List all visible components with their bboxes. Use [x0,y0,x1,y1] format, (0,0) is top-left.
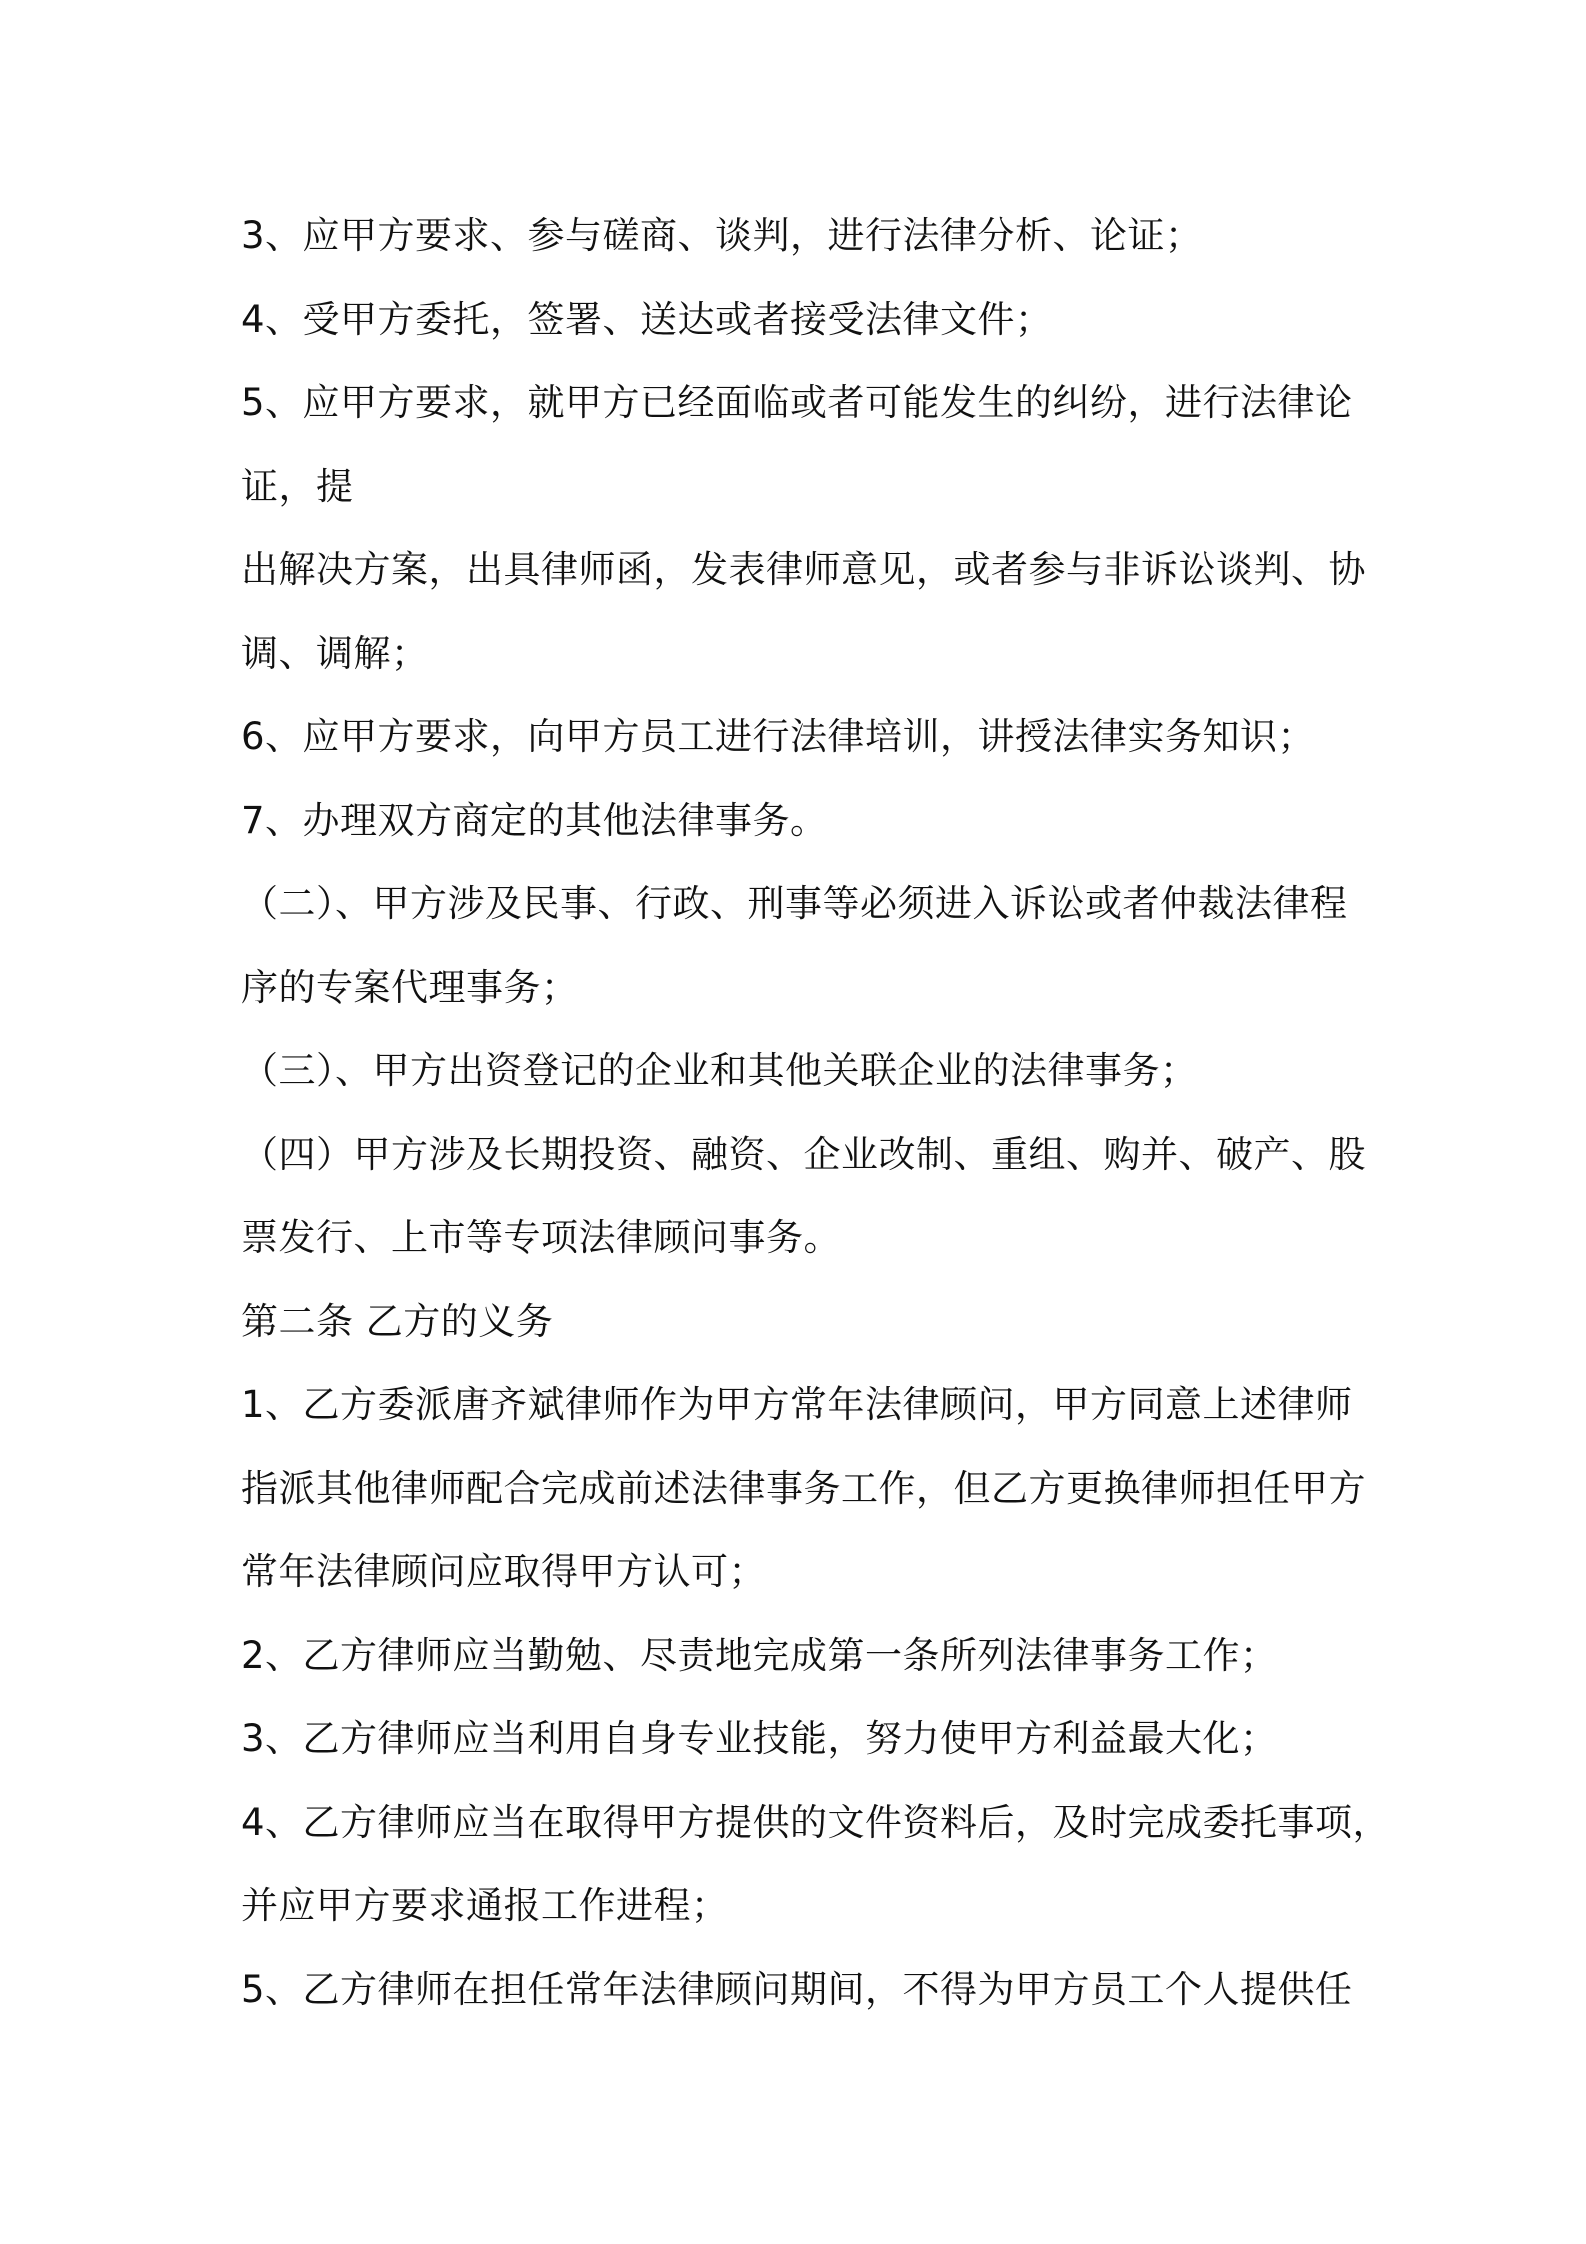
section-heading: 第二条 乙方的义务 [241,1299,554,1343]
document-body [241,194,1391,2031]
text-line: 3、乙方律师应当利用自身专业技能，努力使甲方利益最大化； [241,1717,1278,1760]
text-line: 5、乙方律师在担任常年法律顾问期间，不得为甲方员工个人提供任 [241,1967,1353,2011]
text-line: 出解决方案，出具律师函，发表律师意见，或者参与非诉讼谈判、协 [241,548,1366,591]
text-line: （二）、甲方涉及民事、行政、刑事等必须进入诉讼或者仲裁法律程 [241,882,1348,925]
text-line: （四）甲方涉及长期投资、融资、企业改制、重组、购并、破产、股 [241,1132,1366,1176]
text-line: 常年法律顾问应取得甲方认可； [241,1550,766,1593]
text-line: 1、乙方委派唐齐斌律师作为甲方常年法律顾问，甲方同意上述律师 [241,1383,1353,1426]
text-line: 证，提 [241,464,354,508]
text-line: 票发行、上市等专项法律顾问事务。 [241,1216,841,1259]
text-line: 2、乙方律师应当勤勉、尽责地完成第一条所列法律事务工作； [241,1633,1278,1677]
text-line: 4、受甲方委托，签署、送达或者接受法律文件； [241,297,1053,341]
text-line: 7、办理双方商定的其他法律事务。 [241,798,828,842]
text-line: 指派其他律师配合完成前述法律事务工作，但乙方更换律师担任甲方 [241,1466,1366,1510]
text-line: 4、乙方律师应当在取得甲方提供的文件资料后，及时完成委托事项， [241,1800,1391,1844]
text-line: 5、应甲方要求，就甲方已经面临或者可能发生的纠纷，进行法律论 [241,381,1353,424]
text-line: 6、应甲方要求，向甲方员工进行法律培训，讲授法律实务知识； [241,715,1316,758]
text-line: 3、应甲方要求、参与磋商、谈判，进行法律分析、论证； [241,214,1203,257]
text-line: 调、调解； [241,631,429,675]
text-line: 序的专案代理事务； [241,965,579,1009]
text-line: 并应甲方要求通报工作进程； [241,1884,729,1927]
text-line: （三）、甲方出资登记的企业和其他关联企业的法律事务； [241,1049,1198,1092]
